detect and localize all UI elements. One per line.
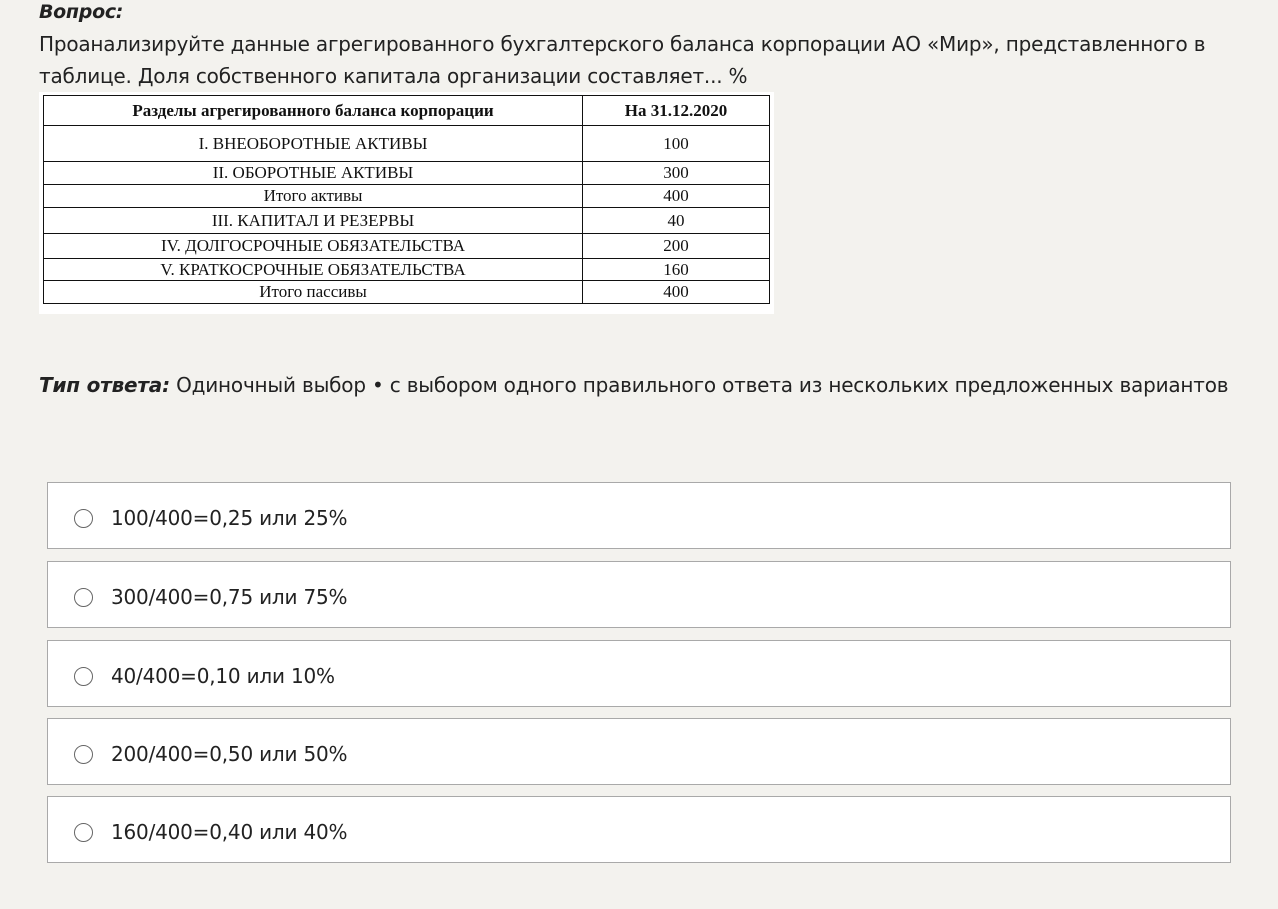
radio-button-icon[interactable]	[74, 588, 93, 607]
radio-button-icon[interactable]	[74, 667, 93, 686]
radio-button-icon[interactable]	[74, 823, 93, 842]
table-cell-section: V. КРАТКОСРОЧНЫЕ ОБЯЗАТЕЛЬСТВА	[44, 259, 583, 281]
table-cell-section: II. ОБОРОТНЫЕ АКТИВЫ	[44, 162, 583, 185]
table-row	[44, 234, 770, 259]
table-cell-value: 400	[583, 185, 770, 208]
answer-type	[39, 371, 1228, 399]
answer-option-label: 200/400=0,50 или 50%	[111, 742, 348, 766]
answer-option-label: 100/400=0,25 или 25%	[111, 506, 348, 530]
answer-option-3[interactable]	[47, 640, 1231, 707]
table-row	[44, 281, 770, 304]
answer-option-2[interactable]	[47, 561, 1231, 628]
answer-option-5[interactable]	[47, 796, 1231, 863]
table-header-date: На 31.12.2020	[583, 96, 770, 126]
balance-table-image	[39, 92, 774, 314]
table-cell-section: Итого пассивы	[44, 281, 583, 304]
table-row	[44, 185, 770, 208]
table-row	[44, 162, 770, 185]
table-header-row	[44, 96, 770, 126]
table-cell-value: 400	[583, 281, 770, 304]
table-cell-value: 40	[583, 208, 770, 234]
table-cell-value: 200	[583, 234, 770, 259]
answer-option-label: 300/400=0,75 или 75%	[111, 585, 348, 609]
table-cell-section: III. КАПИТАЛ И РЕЗЕРВЫ	[44, 208, 583, 234]
table-cell-value: 300	[583, 162, 770, 185]
table-cell-section: Итого активы	[44, 185, 583, 208]
table-row	[44, 208, 770, 234]
table-cell-section: I. ВНЕОБОРОТНЫЕ АКТИВЫ	[44, 126, 583, 162]
table-cell-value: 160	[583, 259, 770, 281]
answer-option-label: 40/400=0,10 или 10%	[111, 664, 335, 688]
table-cell-section: IV. ДОЛГОСРОЧНЫЕ ОБЯЗАТЕЛЬСТВА	[44, 234, 583, 259]
answer-option-4[interactable]	[47, 718, 1231, 785]
question-label: Вопрос:	[39, 1, 124, 23]
balance-table	[43, 95, 770, 304]
question-text: Проанализируйте данные агрегированного бухгалтерского баланса корпорации АО «Мир», представленного в таблице. Доля собственного капитала организации составляет... %	[39, 32, 1206, 88]
radio-button-icon[interactable]	[74, 509, 93, 528]
table-header-sections: Разделы агрегированного баланса корпорации	[44, 96, 583, 126]
answer-type-text: Одиночный выбор • с выбором одного правильного ответа из нескольких предложенных вариантов	[176, 373, 1229, 397]
table-row	[44, 126, 770, 162]
table-row	[44, 259, 770, 281]
answer-option-label: 160/400=0,40 или 40%	[111, 820, 348, 844]
radio-button-icon[interactable]	[74, 745, 93, 764]
answer-type-label: Тип ответа:	[39, 373, 170, 397]
table-cell-value: 100	[583, 126, 770, 162]
answer-option-1[interactable]	[47, 482, 1231, 549]
